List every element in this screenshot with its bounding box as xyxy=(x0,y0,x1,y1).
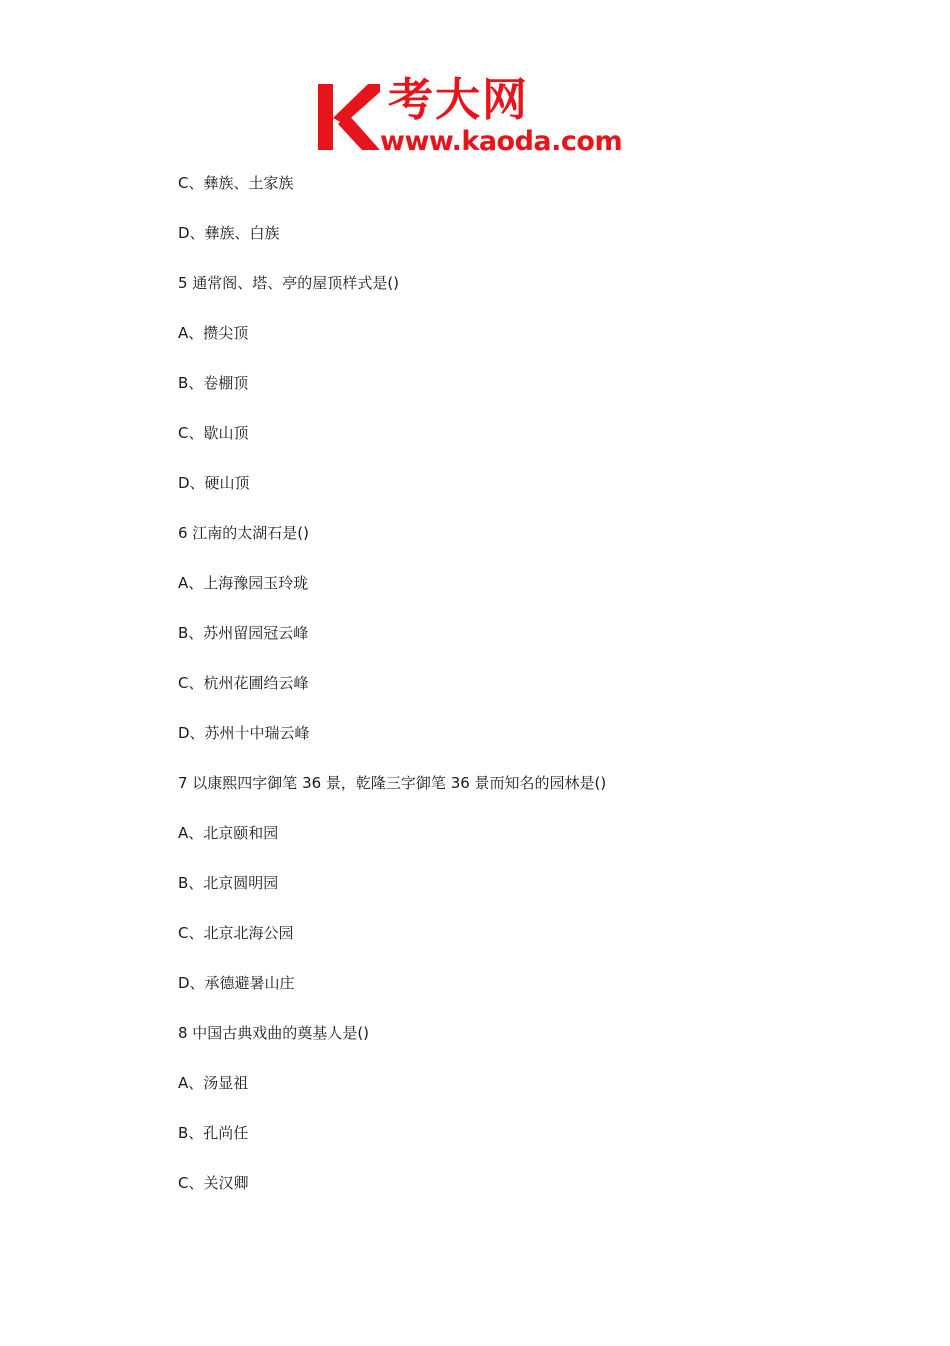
option-line: C、北京北海公园 xyxy=(178,924,294,942)
option-line: D、苏州十中瑞云峰 xyxy=(178,724,310,742)
option-line: D、承德避暑山庄 xyxy=(178,974,295,992)
option-line: D、彝族、白族 xyxy=(178,224,280,242)
option-line: C、歇山顶 xyxy=(178,424,249,442)
option-line: B、卷棚顶 xyxy=(178,374,249,392)
option-line: B、北京圆明园 xyxy=(178,874,279,892)
logo-brand-name: 考大网 xyxy=(388,73,530,126)
question-line: 7 以康熙四字御笔 36 景，乾隆三字御笔 36 景而知名的园林是() xyxy=(178,774,607,792)
option-line: A、北京颐和园 xyxy=(178,824,279,842)
option-line: C、杭州花圃绉云峰 xyxy=(178,674,309,692)
option-line: D、硬山顶 xyxy=(178,474,250,492)
document-body xyxy=(178,172,798,1222)
question-line: 6 江南的太湖石是() xyxy=(178,524,310,542)
option-line: B、孔尚任 xyxy=(178,1124,249,1142)
option-line: A、攒尖顶 xyxy=(178,324,249,342)
logo-url: www.kaoda.com xyxy=(380,126,623,157)
option-line: C、彝族、土家族 xyxy=(178,174,294,192)
question-line: 8 中国古典戏曲的奠基人是() xyxy=(178,1024,370,1042)
option-line: B、苏州留园冠云峰 xyxy=(178,624,309,642)
option-line: A、汤显祖 xyxy=(178,1074,249,1092)
option-line: C、关汉卿 xyxy=(178,1174,249,1192)
kaoda-logo xyxy=(318,74,640,160)
question-line: 5 通常阁、塔、亭的屋顶样式是() xyxy=(178,274,400,292)
option-line: A、上海豫园玉玲珑 xyxy=(178,574,309,592)
k-logo-icon xyxy=(318,84,380,150)
